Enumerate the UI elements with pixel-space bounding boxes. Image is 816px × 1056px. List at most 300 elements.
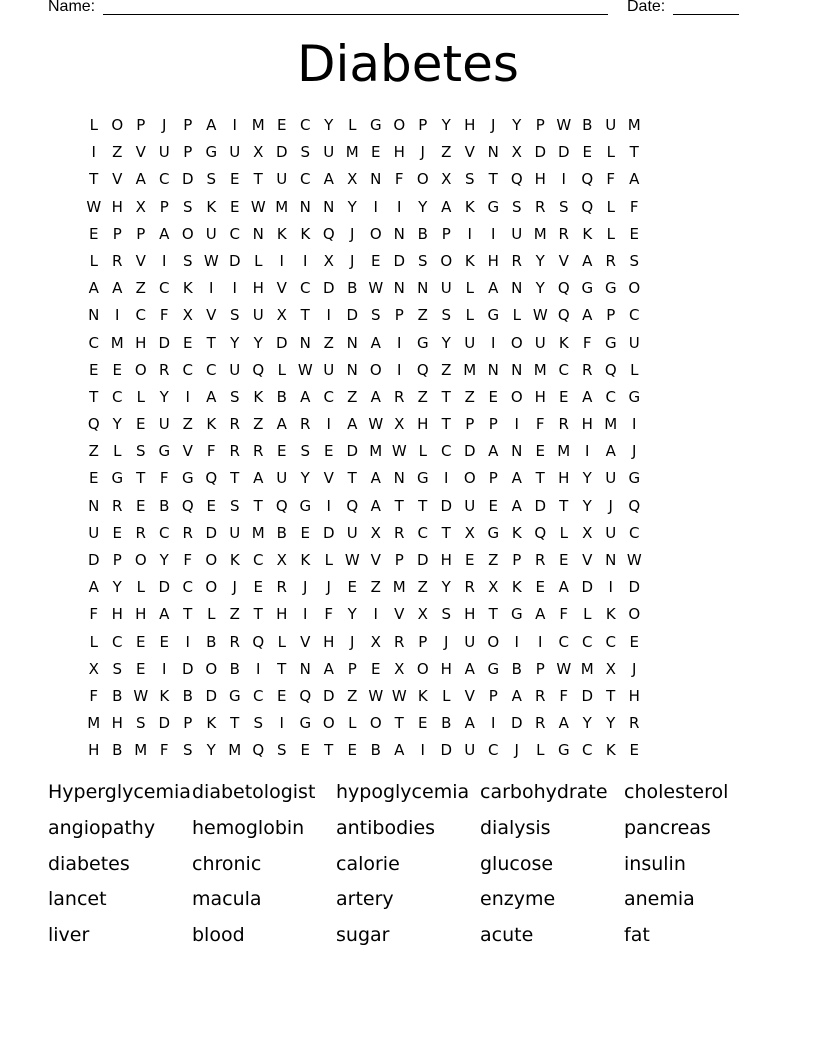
grid-letter[interactable]: E: [136, 659, 146, 678]
grid-letter[interactable]: U: [88, 523, 100, 542]
grid-letter[interactable]: S: [441, 306, 452, 325]
grid-letter[interactable]: P: [512, 551, 522, 569]
grid-letter[interactable]: C: [300, 279, 311, 298]
grid-letter[interactable]: V: [464, 686, 475, 705]
grid-letter[interactable]: O: [628, 279, 641, 298]
grid-letter[interactable]: Q: [252, 632, 265, 651]
grid-letter[interactable]: A: [511, 686, 522, 705]
grid-letter[interactable]: U: [464, 333, 476, 352]
grid-letter[interactable]: Q: [346, 496, 359, 515]
grid-letter[interactable]: N: [346, 360, 358, 379]
grid-letter[interactable]: T: [441, 387, 451, 406]
grid-letter[interactable]: H: [464, 116, 476, 134]
grid-letter[interactable]: L: [136, 387, 145, 406]
grid-letter[interactable]: A: [511, 496, 522, 515]
grid-letter[interactable]: M: [251, 523, 265, 542]
grid-letter[interactable]: P: [112, 224, 122, 243]
grid-letter[interactable]: I: [303, 251, 308, 270]
grid-letter[interactable]: U: [158, 143, 170, 162]
grid-letter[interactable]: Q: [87, 415, 100, 434]
grid-letter[interactable]: E: [371, 251, 381, 270]
grid-letter[interactable]: A: [88, 578, 99, 597]
grid-letter[interactable]: N: [252, 224, 264, 243]
grid-letter[interactable]: Z: [370, 578, 381, 597]
grid-letter[interactable]: X: [394, 659, 405, 678]
grid-letter[interactable]: P: [112, 551, 122, 569]
grid-letter[interactable]: A: [276, 415, 287, 434]
grid-letter[interactable]: H: [323, 632, 335, 651]
grid-letter[interactable]: R: [629, 714, 640, 733]
grid-letter[interactable]: L: [512, 306, 521, 325]
grid-letter[interactable]: N: [511, 279, 523, 298]
grid-letter[interactable]: H: [252, 279, 264, 298]
grid-letter[interactable]: C: [558, 632, 569, 651]
grid-letter[interactable]: X: [323, 251, 334, 270]
grid-letter[interactable]: S: [558, 197, 569, 216]
grid-letter[interactable]: J: [491, 116, 496, 134]
grid-letter[interactable]: W: [368, 279, 384, 298]
grid-letter[interactable]: I: [373, 197, 378, 216]
grid-letter[interactable]: A: [206, 387, 217, 406]
grid-letter[interactable]: U: [252, 306, 264, 325]
grid-letter[interactable]: O: [416, 170, 429, 189]
grid-letter[interactable]: Z: [253, 415, 264, 434]
grid-letter[interactable]: C: [206, 360, 217, 379]
grid-letter[interactable]: O: [369, 360, 382, 379]
grid-letter[interactable]: D: [557, 143, 570, 162]
grid-letter[interactable]: H: [558, 469, 570, 488]
grid-letter[interactable]: N: [393, 469, 405, 488]
grid-letter[interactable]: J: [632, 659, 637, 678]
grid-letter[interactable]: F: [159, 306, 169, 325]
grid-letter[interactable]: K: [558, 333, 569, 352]
grid-letter[interactable]: D: [534, 143, 547, 162]
grid-letter[interactable]: C: [629, 306, 640, 325]
grid-letter[interactable]: N: [393, 279, 405, 298]
grid-letter[interactable]: D: [158, 578, 171, 597]
grid-letter[interactable]: B: [417, 224, 428, 243]
grid-letter[interactable]: N: [393, 224, 405, 243]
grid-letter[interactable]: L: [630, 360, 639, 379]
grid-letter[interactable]: O: [463, 469, 476, 488]
grid-letter[interactable]: V: [112, 170, 123, 189]
grid-letter[interactable]: N: [487, 143, 499, 162]
grid-letter[interactable]: A: [582, 251, 593, 270]
grid-letter[interactable]: E: [230, 170, 240, 189]
grid-letter[interactable]: P: [488, 469, 498, 488]
grid-letter[interactable]: Y: [535, 251, 545, 270]
grid-letter[interactable]: S: [206, 170, 217, 189]
grid-letter[interactable]: T: [253, 496, 263, 515]
grid-letter[interactable]: I: [162, 659, 167, 678]
grid-letter[interactable]: E: [488, 387, 498, 406]
grid-letter[interactable]: F: [89, 686, 99, 705]
grid-letter[interactable]: H: [111, 714, 123, 733]
grid-letter[interactable]: X: [182, 306, 193, 325]
grid-letter[interactable]: Q: [628, 496, 641, 515]
grid-letter[interactable]: J: [514, 741, 519, 760]
grid-letter[interactable]: D: [322, 523, 335, 542]
grid-letter[interactable]: A: [605, 442, 616, 461]
grid-letter[interactable]: C: [159, 279, 170, 298]
grid-letter[interactable]: H: [440, 551, 452, 569]
grid-letter[interactable]: R: [229, 442, 240, 461]
grid-letter[interactable]: U: [464, 741, 476, 760]
grid-letter[interactable]: Y: [582, 496, 592, 515]
grid-letter[interactable]: T: [253, 170, 263, 189]
grid-letter[interactable]: E: [230, 197, 240, 216]
grid-letter[interactable]: F: [535, 415, 545, 434]
grid-letter[interactable]: B: [276, 387, 287, 406]
grid-letter[interactable]: F: [629, 197, 639, 216]
grid-letter[interactable]: O: [510, 387, 523, 406]
grid-letter[interactable]: A: [300, 387, 311, 406]
grid-letter[interactable]: Z: [417, 306, 428, 325]
grid-letter[interactable]: E: [277, 686, 287, 705]
grid-letter[interactable]: L: [606, 197, 615, 216]
grid-letter[interactable]: I: [232, 279, 237, 298]
grid-letter[interactable]: R: [112, 251, 123, 270]
grid-letter[interactable]: L: [89, 632, 98, 651]
grid-letter[interactable]: Z: [135, 279, 146, 298]
grid-letter[interactable]: M: [580, 659, 594, 678]
grid-letter[interactable]: E: [206, 496, 216, 515]
grid-letter[interactable]: T: [183, 605, 193, 624]
grid-letter[interactable]: Z: [417, 387, 428, 406]
grid-letter[interactable]: C: [558, 360, 569, 379]
grid-letter[interactable]: X: [370, 632, 381, 651]
grid-letter[interactable]: W: [391, 686, 407, 705]
grid-letter[interactable]: R: [253, 442, 264, 461]
grid-letter[interactable]: Y: [324, 116, 334, 134]
grid-letter[interactable]: Y: [441, 116, 451, 134]
grid-letter[interactable]: B: [206, 632, 217, 651]
grid-letter[interactable]: L: [583, 605, 592, 624]
grid-letter[interactable]: X: [511, 143, 522, 162]
grid-letter[interactable]: K: [511, 578, 522, 597]
grid-letter[interactable]: R: [300, 415, 311, 434]
grid-letter[interactable]: V: [464, 143, 475, 162]
grid-letter[interactable]: V: [135, 143, 146, 162]
grid-letter[interactable]: W: [532, 306, 548, 325]
grid-letter[interactable]: T: [300, 306, 310, 325]
grid-letter[interactable]: D: [416, 551, 429, 569]
grid-letter[interactable]: I: [397, 333, 402, 352]
grid-letter[interactable]: U: [605, 523, 617, 542]
grid-letter[interactable]: M: [369, 442, 383, 461]
grid-letter[interactable]: L: [536, 741, 545, 760]
grid-letter[interactable]: Y: [112, 578, 122, 597]
grid-letter[interactable]: X: [441, 170, 452, 189]
grid-letter[interactable]: B: [441, 714, 452, 733]
grid-letter[interactable]: S: [253, 714, 264, 733]
grid-letter[interactable]: H: [88, 741, 100, 760]
grid-letter[interactable]: P: [535, 659, 545, 678]
grid-letter[interactable]: H: [135, 333, 147, 352]
grid-letter[interactable]: W: [556, 116, 572, 134]
grid-letter[interactable]: O: [440, 251, 453, 270]
grid-letter[interactable]: W: [626, 551, 642, 569]
grid-letter[interactable]: D: [581, 686, 594, 705]
grid-letter[interactable]: I: [232, 116, 237, 134]
grid-letter[interactable]: P: [488, 686, 498, 705]
grid-letter[interactable]: Q: [581, 170, 594, 189]
grid-letter[interactable]: E: [347, 741, 357, 760]
grid-letter[interactable]: I: [514, 415, 519, 434]
grid-letter[interactable]: H: [393, 143, 405, 162]
grid-letter[interactable]: G: [416, 469, 429, 488]
grid-letter[interactable]: O: [111, 116, 124, 134]
grid-letter[interactable]: T: [206, 333, 216, 352]
grid-letter[interactable]: B: [159, 496, 170, 515]
grid-letter[interactable]: E: [629, 741, 639, 760]
grid-letter[interactable]: U: [323, 143, 335, 162]
grid-letter[interactable]: D: [228, 251, 241, 270]
grid-letter[interactable]: K: [206, 197, 217, 216]
grid-letter[interactable]: A: [370, 387, 381, 406]
grid-letter[interactable]: H: [628, 686, 640, 705]
grid-letter[interactable]: Z: [441, 143, 452, 162]
grid-letter[interactable]: O: [134, 551, 147, 569]
grid-letter[interactable]: I: [538, 632, 543, 651]
grid-letter[interactable]: N: [370, 170, 382, 189]
grid-letter[interactable]: T: [394, 714, 404, 733]
grid-letter[interactable]: V: [370, 551, 381, 569]
grid-letter[interactable]: K: [417, 686, 428, 705]
grid-letter[interactable]: T: [488, 170, 498, 189]
grid-letter[interactable]: W: [297, 360, 313, 379]
grid-letter[interactable]: F: [606, 170, 616, 189]
grid-letter[interactable]: Y: [582, 469, 592, 488]
grid-letter[interactable]: C: [112, 387, 123, 406]
grid-letter[interactable]: T: [89, 387, 99, 406]
grid-letter[interactable]: L: [89, 116, 98, 134]
grid-letter[interactable]: C: [582, 741, 593, 760]
grid-letter[interactable]: A: [464, 714, 475, 733]
grid-letter[interactable]: G: [510, 605, 523, 624]
grid-letter[interactable]: S: [229, 387, 240, 406]
grid-letter[interactable]: T: [136, 469, 146, 488]
grid-letter[interactable]: P: [488, 415, 498, 434]
grid-letter[interactable]: K: [182, 279, 193, 298]
grid-letter[interactable]: M: [275, 197, 289, 216]
grid-letter[interactable]: P: [183, 116, 193, 134]
grid-letter[interactable]: E: [324, 442, 334, 461]
grid-letter[interactable]: P: [183, 143, 193, 162]
grid-letter[interactable]: Y: [441, 578, 451, 597]
grid-letter[interactable]: K: [582, 224, 593, 243]
grid-letter[interactable]: D: [534, 496, 547, 515]
grid-letter[interactable]: K: [300, 224, 311, 243]
grid-letter[interactable]: A: [323, 170, 334, 189]
grid-letter[interactable]: C: [253, 686, 264, 705]
grid-letter[interactable]: A: [394, 741, 405, 760]
grid-letter[interactable]: G: [369, 116, 382, 134]
grid-letter[interactable]: F: [159, 469, 169, 488]
grid-letter[interactable]: H: [581, 415, 593, 434]
grid-letter[interactable]: E: [253, 578, 263, 597]
grid-letter[interactable]: J: [608, 496, 613, 515]
grid-letter[interactable]: I: [632, 415, 637, 434]
grid-letter[interactable]: R: [394, 523, 405, 542]
grid-letter[interactable]: P: [136, 224, 146, 243]
grid-letter[interactable]: E: [183, 333, 193, 352]
grid-letter[interactable]: T: [629, 143, 639, 162]
grid-letter[interactable]: Z: [88, 442, 99, 461]
grid-letter[interactable]: V: [135, 251, 146, 270]
grid-letter[interactable]: I: [585, 442, 590, 461]
grid-letter[interactable]: H: [111, 197, 123, 216]
grid-letter[interactable]: D: [181, 170, 194, 189]
grid-letter[interactable]: X: [417, 605, 428, 624]
grid-letter[interactable]: I: [326, 306, 331, 325]
grid-letter[interactable]: B: [229, 659, 240, 678]
grid-letter[interactable]: D: [581, 578, 594, 597]
grid-letter[interactable]: U: [276, 469, 288, 488]
grid-letter[interactable]: R: [535, 714, 546, 733]
grid-letter[interactable]: S: [300, 442, 311, 461]
grid-letter[interactable]: C: [300, 170, 311, 189]
grid-letter[interactable]: S: [511, 197, 522, 216]
grid-letter[interactable]: O: [369, 224, 382, 243]
grid-letter[interactable]: E: [465, 551, 475, 569]
grid-letter[interactable]: B: [112, 686, 123, 705]
grid-letter[interactable]: Q: [557, 306, 570, 325]
grid-letter[interactable]: C: [300, 116, 311, 134]
grid-letter[interactable]: R: [605, 251, 616, 270]
grid-letter[interactable]: G: [158, 442, 171, 461]
grid-letter[interactable]: B: [511, 659, 522, 678]
grid-letter[interactable]: D: [158, 714, 171, 733]
grid-letter[interactable]: A: [370, 333, 381, 352]
grid-letter[interactable]: Q: [205, 469, 218, 488]
grid-letter[interactable]: Q: [299, 686, 312, 705]
grid-letter[interactable]: U: [464, 496, 476, 515]
grid-letter[interactable]: P: [465, 415, 475, 434]
grid-letter[interactable]: P: [606, 306, 616, 325]
grid-letter[interactable]: Y: [230, 333, 240, 352]
grid-letter[interactable]: G: [181, 469, 194, 488]
grid-letter[interactable]: N: [605, 551, 617, 569]
grid-letter[interactable]: I: [209, 279, 214, 298]
grid-letter[interactable]: T: [230, 714, 240, 733]
grid-letter[interactable]: R: [229, 632, 240, 651]
grid-letter[interactable]: L: [442, 686, 451, 705]
grid-letter[interactable]: I: [561, 170, 566, 189]
grid-letter[interactable]: R: [394, 632, 405, 651]
grid-letter[interactable]: Z: [229, 605, 240, 624]
grid-letter[interactable]: Y: [512, 116, 522, 134]
grid-letter[interactable]: P: [183, 714, 193, 733]
grid-letter[interactable]: P: [441, 224, 451, 243]
grid-letter[interactable]: G: [487, 659, 500, 678]
grid-letter[interactable]: H: [440, 659, 452, 678]
grid-letter[interactable]: C: [112, 632, 123, 651]
grid-letter[interactable]: U: [628, 333, 640, 352]
grid-letter[interactable]: E: [277, 442, 287, 461]
grid-letter[interactable]: A: [535, 605, 546, 624]
grid-letter[interactable]: D: [440, 741, 453, 760]
grid-letter[interactable]: T: [535, 469, 545, 488]
grid-letter[interactable]: J: [444, 632, 449, 651]
grid-letter[interactable]: I: [279, 714, 284, 733]
grid-letter[interactable]: Z: [182, 415, 193, 434]
grid-letter[interactable]: T: [347, 469, 357, 488]
grid-letter[interactable]: U: [158, 415, 170, 434]
grid-letter[interactable]: P: [394, 551, 404, 569]
grid-letter[interactable]: S: [182, 741, 193, 760]
grid-letter[interactable]: U: [323, 360, 335, 379]
grid-letter[interactable]: O: [205, 578, 218, 597]
grid-letter[interactable]: L: [89, 251, 98, 270]
grid-letter[interactable]: I: [373, 605, 378, 624]
grid-letter[interactable]: G: [299, 714, 312, 733]
grid-letter[interactable]: E: [277, 116, 287, 134]
grid-letter[interactable]: C: [605, 632, 616, 651]
grid-letter[interactable]: T: [89, 170, 99, 189]
grid-letter[interactable]: G: [205, 143, 218, 162]
grid-letter[interactable]: L: [277, 632, 286, 651]
grid-letter[interactable]: A: [135, 170, 146, 189]
grid-letter[interactable]: C: [182, 360, 193, 379]
grid-letter[interactable]: A: [159, 605, 170, 624]
grid-letter[interactable]: D: [322, 686, 335, 705]
grid-letter[interactable]: Y: [253, 333, 263, 352]
grid-letter[interactable]: E: [371, 143, 381, 162]
grid-letter[interactable]: Q: [557, 279, 570, 298]
grid-letter[interactable]: L: [254, 251, 263, 270]
grid-letter[interactable]: H: [417, 415, 429, 434]
grid-letter[interactable]: E: [347, 578, 357, 597]
grid-letter[interactable]: S: [441, 605, 452, 624]
grid-letter[interactable]: J: [350, 632, 355, 651]
grid-letter[interactable]: N: [88, 496, 100, 515]
grid-letter[interactable]: D: [158, 333, 171, 352]
grid-letter[interactable]: O: [369, 714, 382, 733]
grid-letter[interactable]: R: [558, 415, 569, 434]
grid-letter[interactable]: A: [88, 279, 99, 298]
grid-letter[interactable]: Z: [347, 387, 358, 406]
grid-letter[interactable]: W: [86, 197, 102, 216]
grid-letter[interactable]: U: [205, 224, 217, 243]
grid-letter[interactable]: O: [510, 333, 523, 352]
grid-letter[interactable]: A: [629, 170, 640, 189]
grid-letter[interactable]: C: [135, 306, 146, 325]
grid-letter[interactable]: Q: [322, 224, 335, 243]
grid-letter[interactable]: I: [608, 578, 613, 597]
grid-letter[interactable]: U: [276, 170, 288, 189]
grid-letter[interactable]: F: [559, 605, 569, 624]
grid-letter[interactable]: K: [276, 224, 287, 243]
grid-letter[interactable]: S: [182, 251, 193, 270]
grid-letter[interactable]: F: [159, 741, 169, 760]
grid-letter[interactable]: X: [276, 306, 287, 325]
grid-letter[interactable]: C: [323, 387, 334, 406]
grid-letter[interactable]: A: [253, 469, 264, 488]
grid-letter[interactable]: M: [533, 360, 547, 379]
grid-letter[interactable]: O: [205, 659, 218, 678]
grid-letter[interactable]: H: [276, 605, 288, 624]
grid-letter[interactable]: N: [417, 279, 429, 298]
grid-letter[interactable]: R: [159, 360, 170, 379]
grid-letter[interactable]: X: [370, 523, 381, 542]
grid-letter[interactable]: I: [185, 387, 190, 406]
grid-letter[interactable]: W: [250, 197, 266, 216]
grid-letter[interactable]: E: [559, 387, 569, 406]
grid-letter[interactable]: N: [487, 360, 499, 379]
grid-letter[interactable]: G: [228, 686, 241, 705]
grid-letter[interactable]: A: [511, 469, 522, 488]
